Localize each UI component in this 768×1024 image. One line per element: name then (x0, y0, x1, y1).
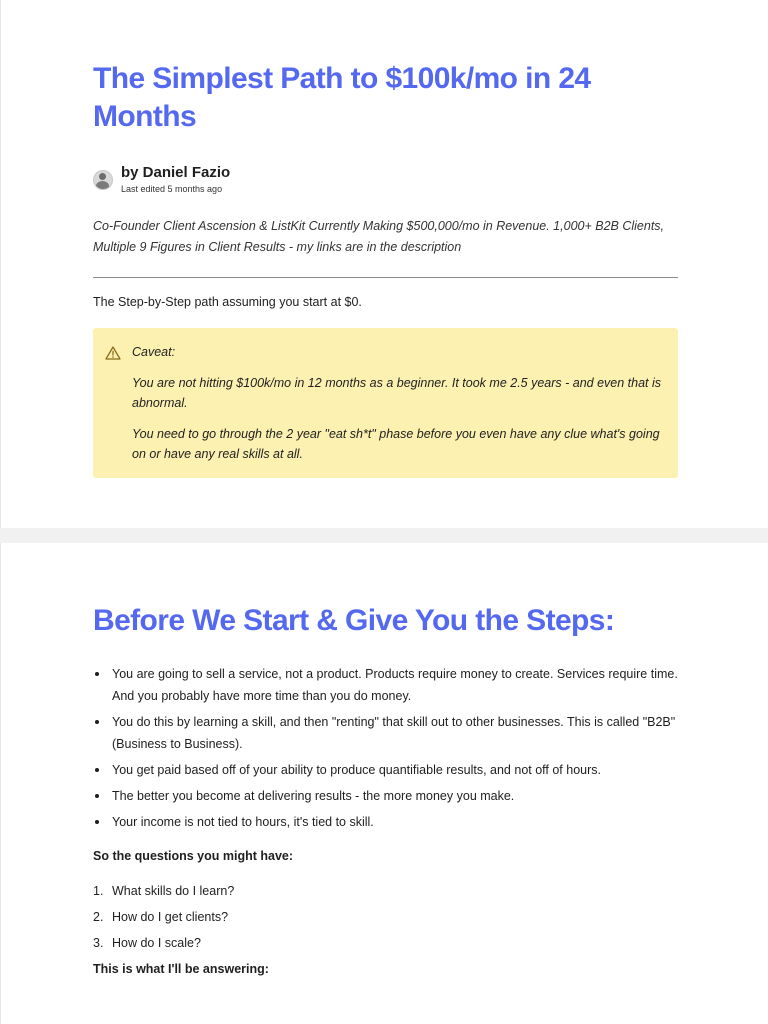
caveat-callout (93, 328, 678, 478)
section-heading: Before We Start & Give You the Steps: (93, 604, 615, 637)
list-item: You are going to sell a service, not a product. Products require money to create. Services require time. And you probably have more time than you do money. (93, 663, 678, 707)
author-name: by Daniel Fazio (121, 164, 231, 181)
list-item (93, 908, 678, 926)
avatar (93, 170, 113, 190)
callout-paragraph: You are not hitting $100k/mo in 12 months as a beginner. It took me 2.5 years - and even that is abnormal. (132, 376, 662, 410)
last-edited: Last edited 5 months ago (121, 184, 223, 194)
intro-text: The Step-by-Step path assuming you start at $0. (93, 295, 362, 309)
callout-body (132, 342, 664, 464)
list-item (93, 882, 678, 900)
divider (93, 277, 678, 278)
list-number: 1. (93, 884, 104, 898)
questions-label: So the questions you might have: (93, 849, 294, 863)
list-item (93, 934, 678, 952)
warning-icon (105, 345, 121, 361)
callout-paragraph: You need to go through the 2 year "eat sh*t" phase before you even have any clue what's going on or have any real skills at all. (132, 427, 660, 461)
author-description: Co-Founder Client Ascension & ListKit Currently Making $500,000/mo in Revenue. 1,000+ B2B Clients, Multiple 9 Figures in Client Results - my links are in the description (93, 219, 665, 254)
page-1-content (93, 60, 678, 478)
list-item-text: How do I get clients? (112, 910, 229, 924)
callout-heading: Caveat: (132, 345, 176, 359)
page-title: The Simplest Path to $100k/mo in 24 Months (93, 62, 591, 133)
list-item: Your income is not tied to hours, it's tied to skill. (93, 811, 678, 833)
answer-label: This is what I'll be answering: (93, 962, 269, 976)
bullet-list (93, 663, 678, 833)
list-number: 2. (93, 910, 104, 924)
page-2 (0, 543, 768, 1024)
list-item: You get paid based off of your ability to produce quantifiable results, and not off of hours. (93, 759, 678, 781)
list-number: 3. (93, 936, 104, 950)
page-2-content (93, 602, 678, 978)
list-item: The better you become at delivering results - the more money you make. (93, 785, 678, 807)
list-item-text: What skills do I learn? (112, 884, 235, 898)
author-info (121, 164, 230, 195)
numbered-list (93, 882, 678, 952)
list-item: You do this by learning a skill, and then "renting" that skill out to other businesses. This is called "B2B" (Business to Business). (93, 711, 678, 755)
author-row (93, 164, 678, 195)
list-item-text: How do I scale? (112, 936, 201, 950)
